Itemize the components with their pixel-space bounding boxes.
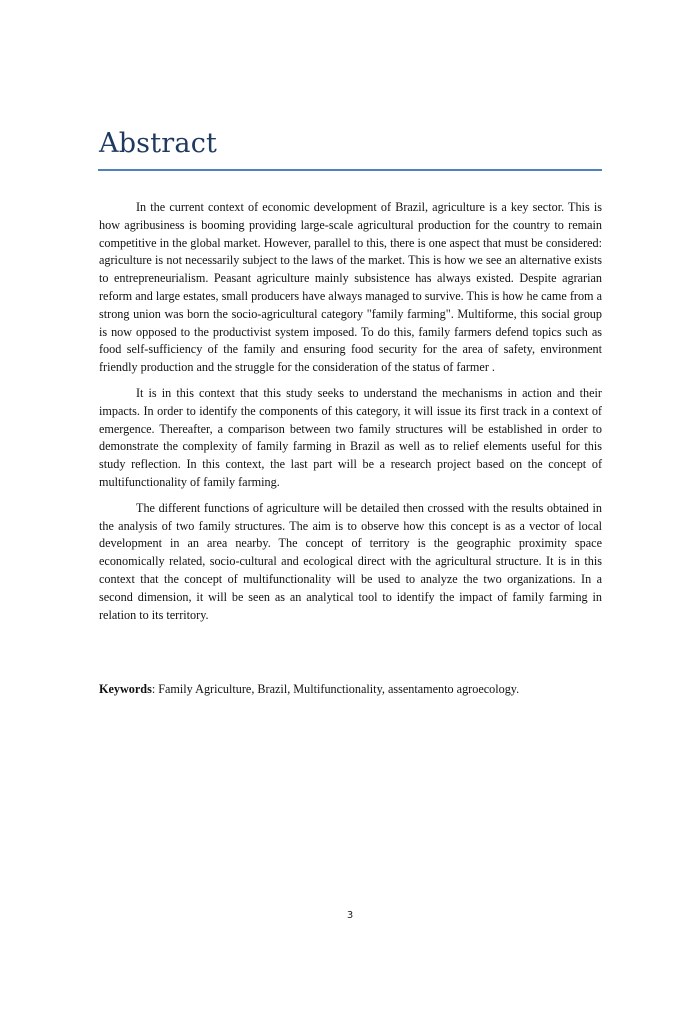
title-underline-rule: [98, 169, 602, 171]
keywords-list: : Family Agriculture, Brazil, Multifunctionality, assentamento agroecology.: [151, 682, 520, 696]
abstract-body: [99, 199, 602, 632]
abstract-paragraph-3: The different functions of agriculture will be detailed then crossed with the results obtained in the analysis of two family structures. The aim is to observe how this concept is as a vector of local development in an area nearby. The concept of territory is the geographic proximity space economically related, socio-cultural and ecological direct with the agricultural structure. It is in this context that the concept of multifunctionality will be used to analyze the two organizations. In a second dimension, it will be seen as an analytical tool to identify the impact of family farming in relation to its territory.: [99, 500, 602, 622]
keywords-line: [99, 681, 602, 699]
abstract-paragraph-2: It is in this context that this study seeks to understand the mechanisms in action and their impacts. In order to identify the components of this category, it will issue its first track in a context of emergence. Thereafter, a comparison between two family structures will be established in order to demonstrate the complexity of family farming in Brazil as well as to relief elements useful for this study reflection. In this context, the last part will be a research project based on the concept of multifunctionality of family farming.: [99, 385, 602, 489]
keywords-label: Keywords: [99, 682, 152, 696]
page-number: 3: [346, 910, 354, 921]
page-title: Abstract: [99, 128, 218, 159]
abstract-paragraph-1: In the current context of economic development of Brazil, agriculture is a key sector. This is how agribusiness is booming providing large-scale agricultural production for the country to remain competitive in the global market. However, parallel to this, there is one aspect that must be considered: agriculture is not necessarily subject to the laws of the market. This is how we see an alternative exists to entrepreneurialism. Peasant agriculture mainly subsistence has always existed. Despite agrarian reform and large estates, small producers have always managed to survive. This is how he came from a strong union was born the socio-agricultural category "family farming". Multiforme, this social group is now opposed to the productivist system imposed. To do this, family farmers defend topics such as food self-sufficiency of the family and ensuring food security for the area of safety, environment friendly production and the struggle for the consideration of the status of farmer .: [99, 200, 602, 375]
